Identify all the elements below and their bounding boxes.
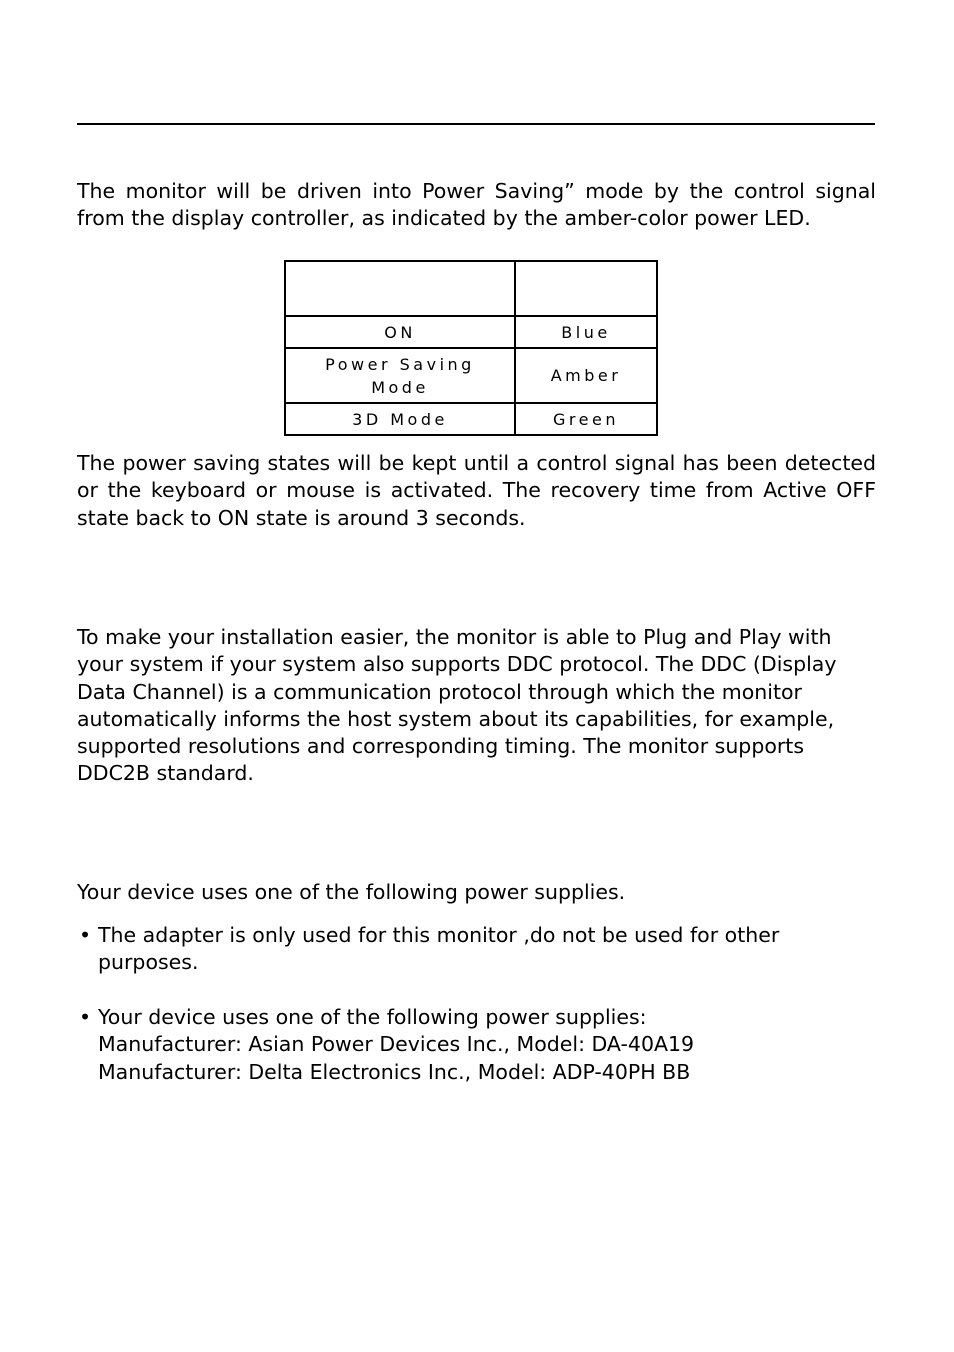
- table-cell-mode: 3D Mode: [285, 403, 515, 435]
- list-item-adapter-usage: [79, 922, 869, 977]
- power-led-table: [284, 260, 658, 436]
- table-row: [285, 403, 657, 435]
- table-cell-mode: ON: [285, 316, 515, 348]
- top-divider-rule: [77, 123, 875, 125]
- list-item-line: Manufacturer: Asian Power Devices Inc., Model: DA-40A19: [98, 1032, 695, 1057]
- list-item-text: [98, 1004, 869, 1086]
- list-item-line: purposes.: [98, 950, 199, 975]
- table-header-cell-led: [515, 261, 657, 316]
- table-cell-mode-text: Power Saving Mode: [325, 354, 475, 397]
- table-row: [285, 316, 657, 348]
- recovery-time-paragraph: The power saving states will be kept until a control signal has been detected or the keyboard or mouse is activated. The recovery time from Active OFF state back to ON state is around 3 seconds.: [77, 451, 876, 530]
- list-item-line: The adapter is only used for this monitor ,do not be used for other: [98, 923, 780, 947]
- list-item-power-supplies: [79, 1004, 869, 1086]
- table-header-cell-mode: [285, 261, 515, 316]
- ddc-plug-and-play-paragraph: To make your installation easier, the monitor is able to Plug and Play with your system if your system also supports DDC protocol. The DDC (Display Data Channel) is a communication protocol through which the monitor automatically informs the host system about its capabilities, for example, supported resolutions and corresponding timing. The monitor supports DDC2B standard.: [77, 625, 837, 786]
- table-cell-led-color: Blue: [515, 316, 657, 348]
- table-header-row: [285, 261, 657, 316]
- power-saving-intro-paragraph: The monitor will be driven into Power Saving” mode by the control signal from the display controller, as indicated by the amber-color power LED.: [77, 179, 876, 231]
- table-cell-led-color: Green: [515, 403, 657, 435]
- table-row: [285, 348, 657, 403]
- list-item-line: Manufacturer: Delta Electronics Inc., Model: ADP-40PH BB: [98, 1059, 691, 1084]
- table-cell-led-color: Amber: [515, 348, 657, 403]
- table-cell-mode: [285, 348, 515, 403]
- list-item-text: [98, 922, 869, 977]
- bullet-dot-icon: •: [79, 1005, 92, 1029]
- power-supply-intro-paragraph: Your device uses one of the following power supplies.: [77, 880, 626, 904]
- list-item-line: Your device uses one of the following power supplies:: [98, 1005, 647, 1029]
- bullet-dot-icon: •: [79, 923, 92, 947]
